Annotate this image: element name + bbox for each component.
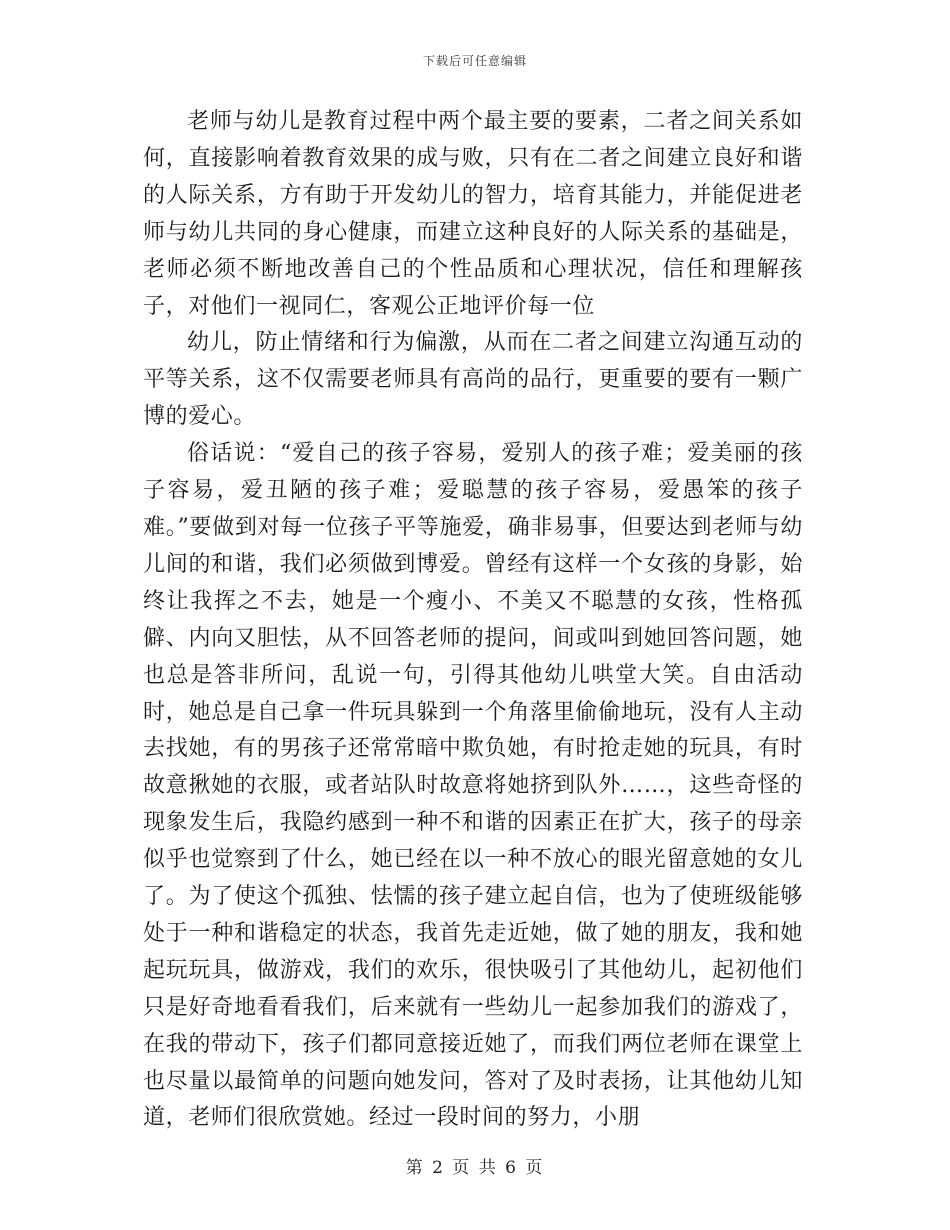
document-body: [143, 104, 803, 1137]
paragraph: 老师与幼儿是教育过程中两个最主要的要素，二者之间关系如何，直接影响着教育效果的成与败，只有在二者之间建立良好和谐的人际关系，方有助于开发幼儿的智力，培育其能力，并能促进老师与幼儿共同的身心健康，而建立这种良好的人际关系的基础是，老师必须不断地改善自己的个性品质和心理状况，信任和理解孩子，对他们一视同仁，客观公正地评价每一位: [143, 109, 803, 319]
page-header: 下载后可任意编辑: [422, 54, 527, 68]
page-number-footer: 第 2 页 共 6 页: [405, 1158, 545, 1178]
paragraph: 幼儿，防止情绪和行为偏激，从而在二者之间建立沟通互动的平等关系，这不仅需要老师具有高尚的品行，更重要的要有一颗广博的爱心。: [143, 330, 803, 430]
paragraph: 俗话说：“爱自己的孩子容易，爱别人的孩子难；爱美丽的孩子容易，爱丑陋的孩子难；爱聪慧的孩子容易，爱愚笨的孩子难。”要做到对每一位孩子平等施爱，确非易事，但要达到老师与幼儿间的和谐，我们必须做到博爱。曾经有这样一个女孩的身影，始终让我挥之不去，她是一个瘦小、不美又不聪慧的女孩，性格孤僻、内向又胆怯，从不回答老师的提问，间或叫到她回答问题，她也总是答非所问，乱说一句，引得其他幼儿哄堂大笑。自由活动时，她总是自己拿一件玩具躲到一个角落里偷偷地玩，没有人主动去找她，有的男孩子还常常暗中欺负她，有时抢走她的玩具，有时故意揪她的衣服，或者站队时故意将她挤到队外……，这些奇怪的现象发生后，我隐约感到一种不和谐的因素正在扩大，孩子的母亲似乎也觉察到了什么，她已经在以一种不放心的眼光留意她的女儿了。为了使这个孤独、怯懦的孩子建立起自信，也为了使班级能够处于一种和谐稳定的状态，我首先走近她，做了她的朋友，我和她起玩玩具，做游戏，我们的欢乐，很快吸引了其他幼儿，起初他们只是好奇地看看我们，后来就有一些幼儿一起参加我们的游戏了，在我的带动下，孩子们都同意接近她了，而我们两位老师在课堂上也尽量以最简单的问题向她发问，答对了及时表扬，让其他幼儿知道，老师们很欣赏她。经过一段时间的努力，小朋: [143, 441, 803, 1131]
